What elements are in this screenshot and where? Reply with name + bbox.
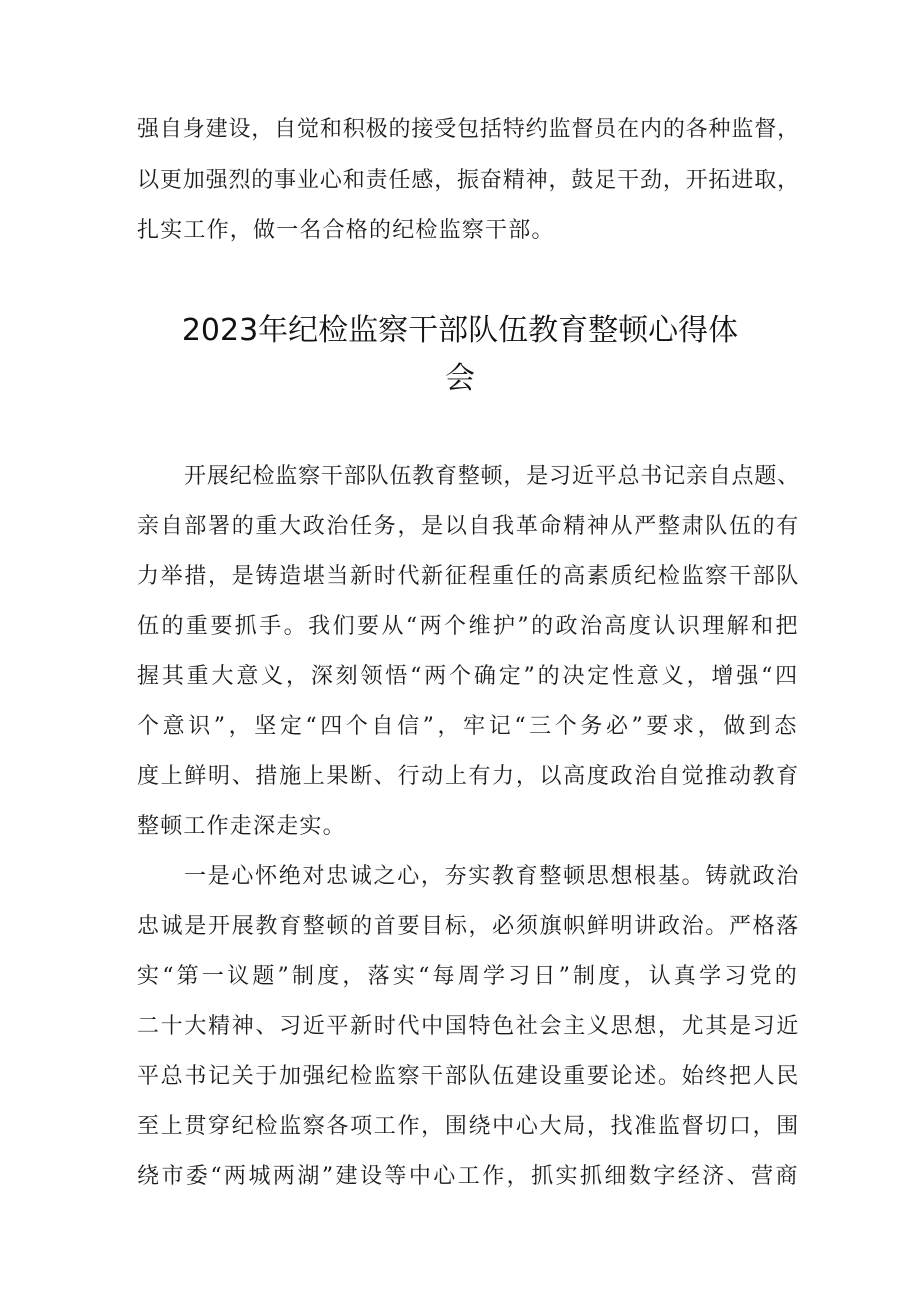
paragraph-line: 二十大精神、习近平新时代中国特色社会主义思想，尤其是习近	[137, 1014, 800, 1039]
paragraph-line: 一是心怀绝对忠诚之心，夯实教育整顿思想根基。铸就政治	[184, 864, 800, 889]
paragraph-line: 绕市委“两城两湖”建设等中心工作，抓实抓细数字经济、营商	[137, 1164, 800, 1189]
document-title: 2023年纪检监察干部队伍教育整顿心得体	[181, 313, 739, 348]
paragraph-line: 亲自部署的重大政治任务，是以自我革命精神从严整肃队伍的有	[137, 514, 800, 539]
paragraph-line: 度上鲜明、措施上果断、行动上有力，以高度政治自觉推动教育	[137, 764, 800, 789]
paragraph-line: 至上贯穿纪检监察各项工作，围绕中心大局，找准监督切口，围	[137, 1114, 800, 1139]
paragraph-line: 握其重大意义，深刻领悟“两个确定”的决定性意义，增强“四	[137, 664, 800, 689]
paragraph-line: 力举措，是铸造堪当新时代新征程重任的高素质纪检监察干部队	[137, 564, 800, 589]
paragraph-line: 伍的重要抓手。我们要从“两个维护”的政治高度认识理解和把	[137, 614, 800, 639]
paragraph-line: 整顿工作走深走实。	[137, 814, 346, 839]
paragraph-line: 忠诚是开展教育整顿的首要目标，必须旗帜鲜明讲政治。严格落	[137, 914, 800, 939]
paragraph-line: 平总书记关于加强纪检监察干部队伍建设重要论述。始终把人民	[137, 1064, 800, 1089]
document-title-continued: 会	[445, 361, 475, 396]
paragraph-line: 实“第一议题”制度，落实“每周学习日”制度，认真学习党的	[137, 964, 800, 989]
paragraph-line: 个意识”，坚定“四个自信”，牢记“三个务必”要求，做到态	[137, 714, 800, 739]
paragraph-line: 以更加强烈的事业心和责任感，振奋精神，鼓足干劲，开拓进取，	[137, 168, 800, 193]
paragraph-line: 扎实工作，做一名合格的纪检监察干部。	[137, 218, 555, 243]
paragraph-line: 开展纪检监察干部队伍教育整顿，是习近平总书记亲自点题、	[184, 464, 800, 489]
paragraph-line: 强自身建设，自觉和积极的接受包括特约监督员在内的各种监督，	[137, 117, 800, 142]
